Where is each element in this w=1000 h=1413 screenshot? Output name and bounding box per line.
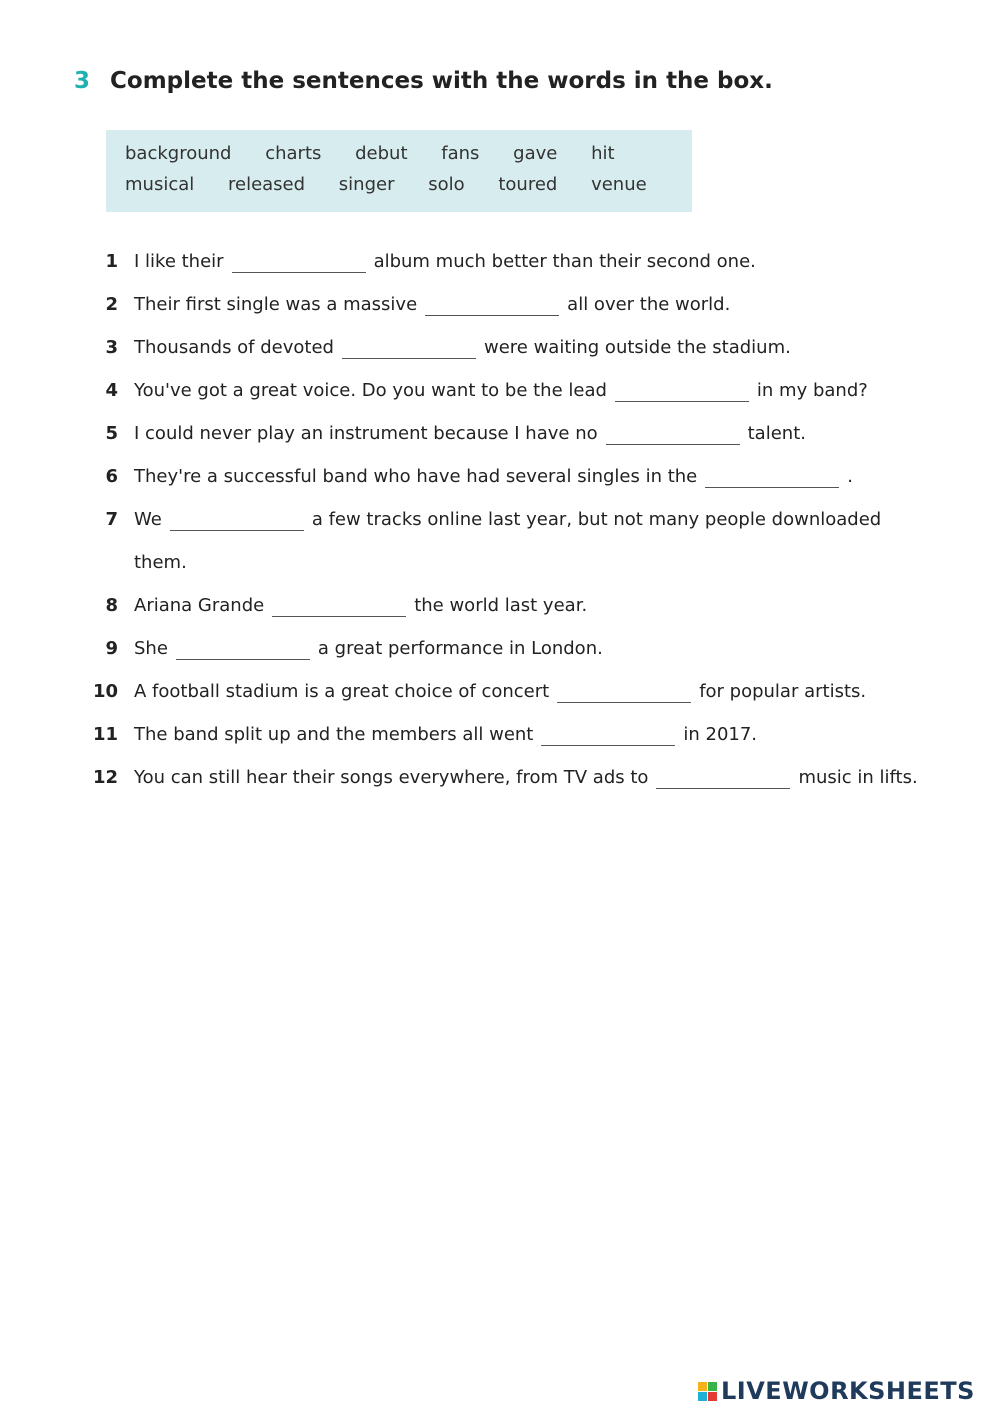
question-item [88, 240, 928, 283]
question-text-before: They're a successful band who have had several singles in the [134, 466, 698, 487]
question-text-before: Thousands of devoted [134, 337, 334, 358]
exercise-heading [74, 68, 773, 94]
question-number: 10 [92, 681, 118, 702]
word-box-item: fans [441, 143, 480, 164]
word-box-item: solo [428, 174, 465, 195]
question-text-after: were waiting outside the stadium. [483, 337, 791, 358]
question-item [88, 326, 928, 369]
question-text-after: in 2017. [683, 724, 758, 745]
question-text-before: We [134, 509, 162, 530]
question-number: 2 [105, 294, 118, 315]
answer-blank[interactable] [176, 641, 310, 660]
word-box-row-1 [125, 143, 692, 174]
word-box-item: hit [591, 143, 615, 164]
question-item [88, 412, 928, 455]
question-text-after: . [847, 466, 853, 487]
question-item [88, 498, 928, 584]
question-item [88, 369, 928, 412]
answer-blank[interactable] [170, 512, 304, 531]
question-number: 8 [105, 595, 118, 616]
answer-blank[interactable] [541, 727, 675, 746]
question-text-before: You can still hear their songs everywhere, from TV ads to [134, 767, 649, 788]
answer-blank[interactable] [232, 254, 366, 273]
question-text-after: in my band? [756, 380, 868, 401]
question-item [88, 756, 928, 799]
word-box-item: released [227, 174, 306, 195]
logo-square-icon [698, 1392, 707, 1401]
question-number: 1 [105, 251, 118, 272]
question-text-before: A football stadium is a great choice of concert [134, 681, 550, 702]
question-text-after: the world last year. [414, 595, 588, 616]
answer-blank[interactable] [606, 426, 740, 445]
word-box-item: charts [265, 143, 322, 164]
answer-blank[interactable] [656, 770, 790, 789]
word-box-item: gave [513, 143, 558, 164]
question-number: 4 [105, 380, 118, 401]
word-box-item: toured [498, 174, 558, 195]
logo-square-icon [708, 1382, 717, 1391]
question-text-before: The band split up and the members all went [134, 724, 534, 745]
exercise-instruction: Complete the sentences with the words in the box. [110, 68, 773, 94]
question-text-before: You've got a great voice. Do you want to be the lead [134, 380, 607, 401]
question-text-before: I could never play an instrument because I have no [134, 423, 598, 444]
question-text-before: Ariana Grande [134, 595, 265, 616]
question-text-after: album much better than their second one. [373, 251, 756, 272]
word-box [106, 130, 692, 212]
question-text-after: talent. [747, 423, 806, 444]
question-number: 5 [105, 423, 118, 444]
answer-blank[interactable] [342, 340, 476, 359]
logo-square-icon [698, 1382, 707, 1391]
word-box-item: musical [125, 174, 195, 195]
question-text-before: I like their [134, 251, 224, 272]
question-text-after: a few tracks online last year, but not many people downloaded them. [134, 509, 882, 573]
word-box-item: singer [338, 174, 395, 195]
question-item [88, 627, 928, 670]
question-text-after: for popular artists. [699, 681, 867, 702]
exercise-number: 3 [74, 68, 91, 94]
question-number: 7 [105, 509, 118, 530]
question-item [88, 584, 928, 627]
answer-blank[interactable] [557, 684, 691, 703]
liveworksheets-logo-text: LIVEWORKSHEETS [721, 1377, 975, 1405]
question-text-after: all over the world. [567, 294, 731, 315]
question-item [88, 455, 928, 498]
question-text-before: Their first single was a massive [134, 294, 418, 315]
word-box-row-2 [125, 174, 692, 205]
answer-blank[interactable] [615, 383, 749, 402]
question-number: 12 [92, 767, 118, 788]
word-box-item: debut [355, 143, 408, 164]
question-item [88, 713, 928, 756]
question-text-before: She [134, 638, 168, 659]
liveworksheets-logo[interactable] [698, 1377, 975, 1405]
answer-blank[interactable] [705, 469, 839, 488]
question-number: 3 [105, 337, 118, 358]
logo-square-icon [708, 1392, 717, 1401]
word-box-item: background [125, 143, 232, 164]
question-list [88, 240, 928, 799]
question-item [88, 283, 928, 326]
liveworksheets-logo-icon [698, 1382, 717, 1401]
word-box-item: venue [591, 174, 647, 195]
question-text-after: a great performance in London. [317, 638, 603, 659]
question-text-after: music in lifts. [798, 767, 918, 788]
question-number: 11 [92, 724, 118, 745]
question-item [88, 670, 928, 713]
answer-blank[interactable] [272, 598, 406, 617]
answer-blank[interactable] [425, 297, 559, 316]
question-number: 9 [105, 638, 118, 659]
question-number: 6 [105, 466, 118, 487]
